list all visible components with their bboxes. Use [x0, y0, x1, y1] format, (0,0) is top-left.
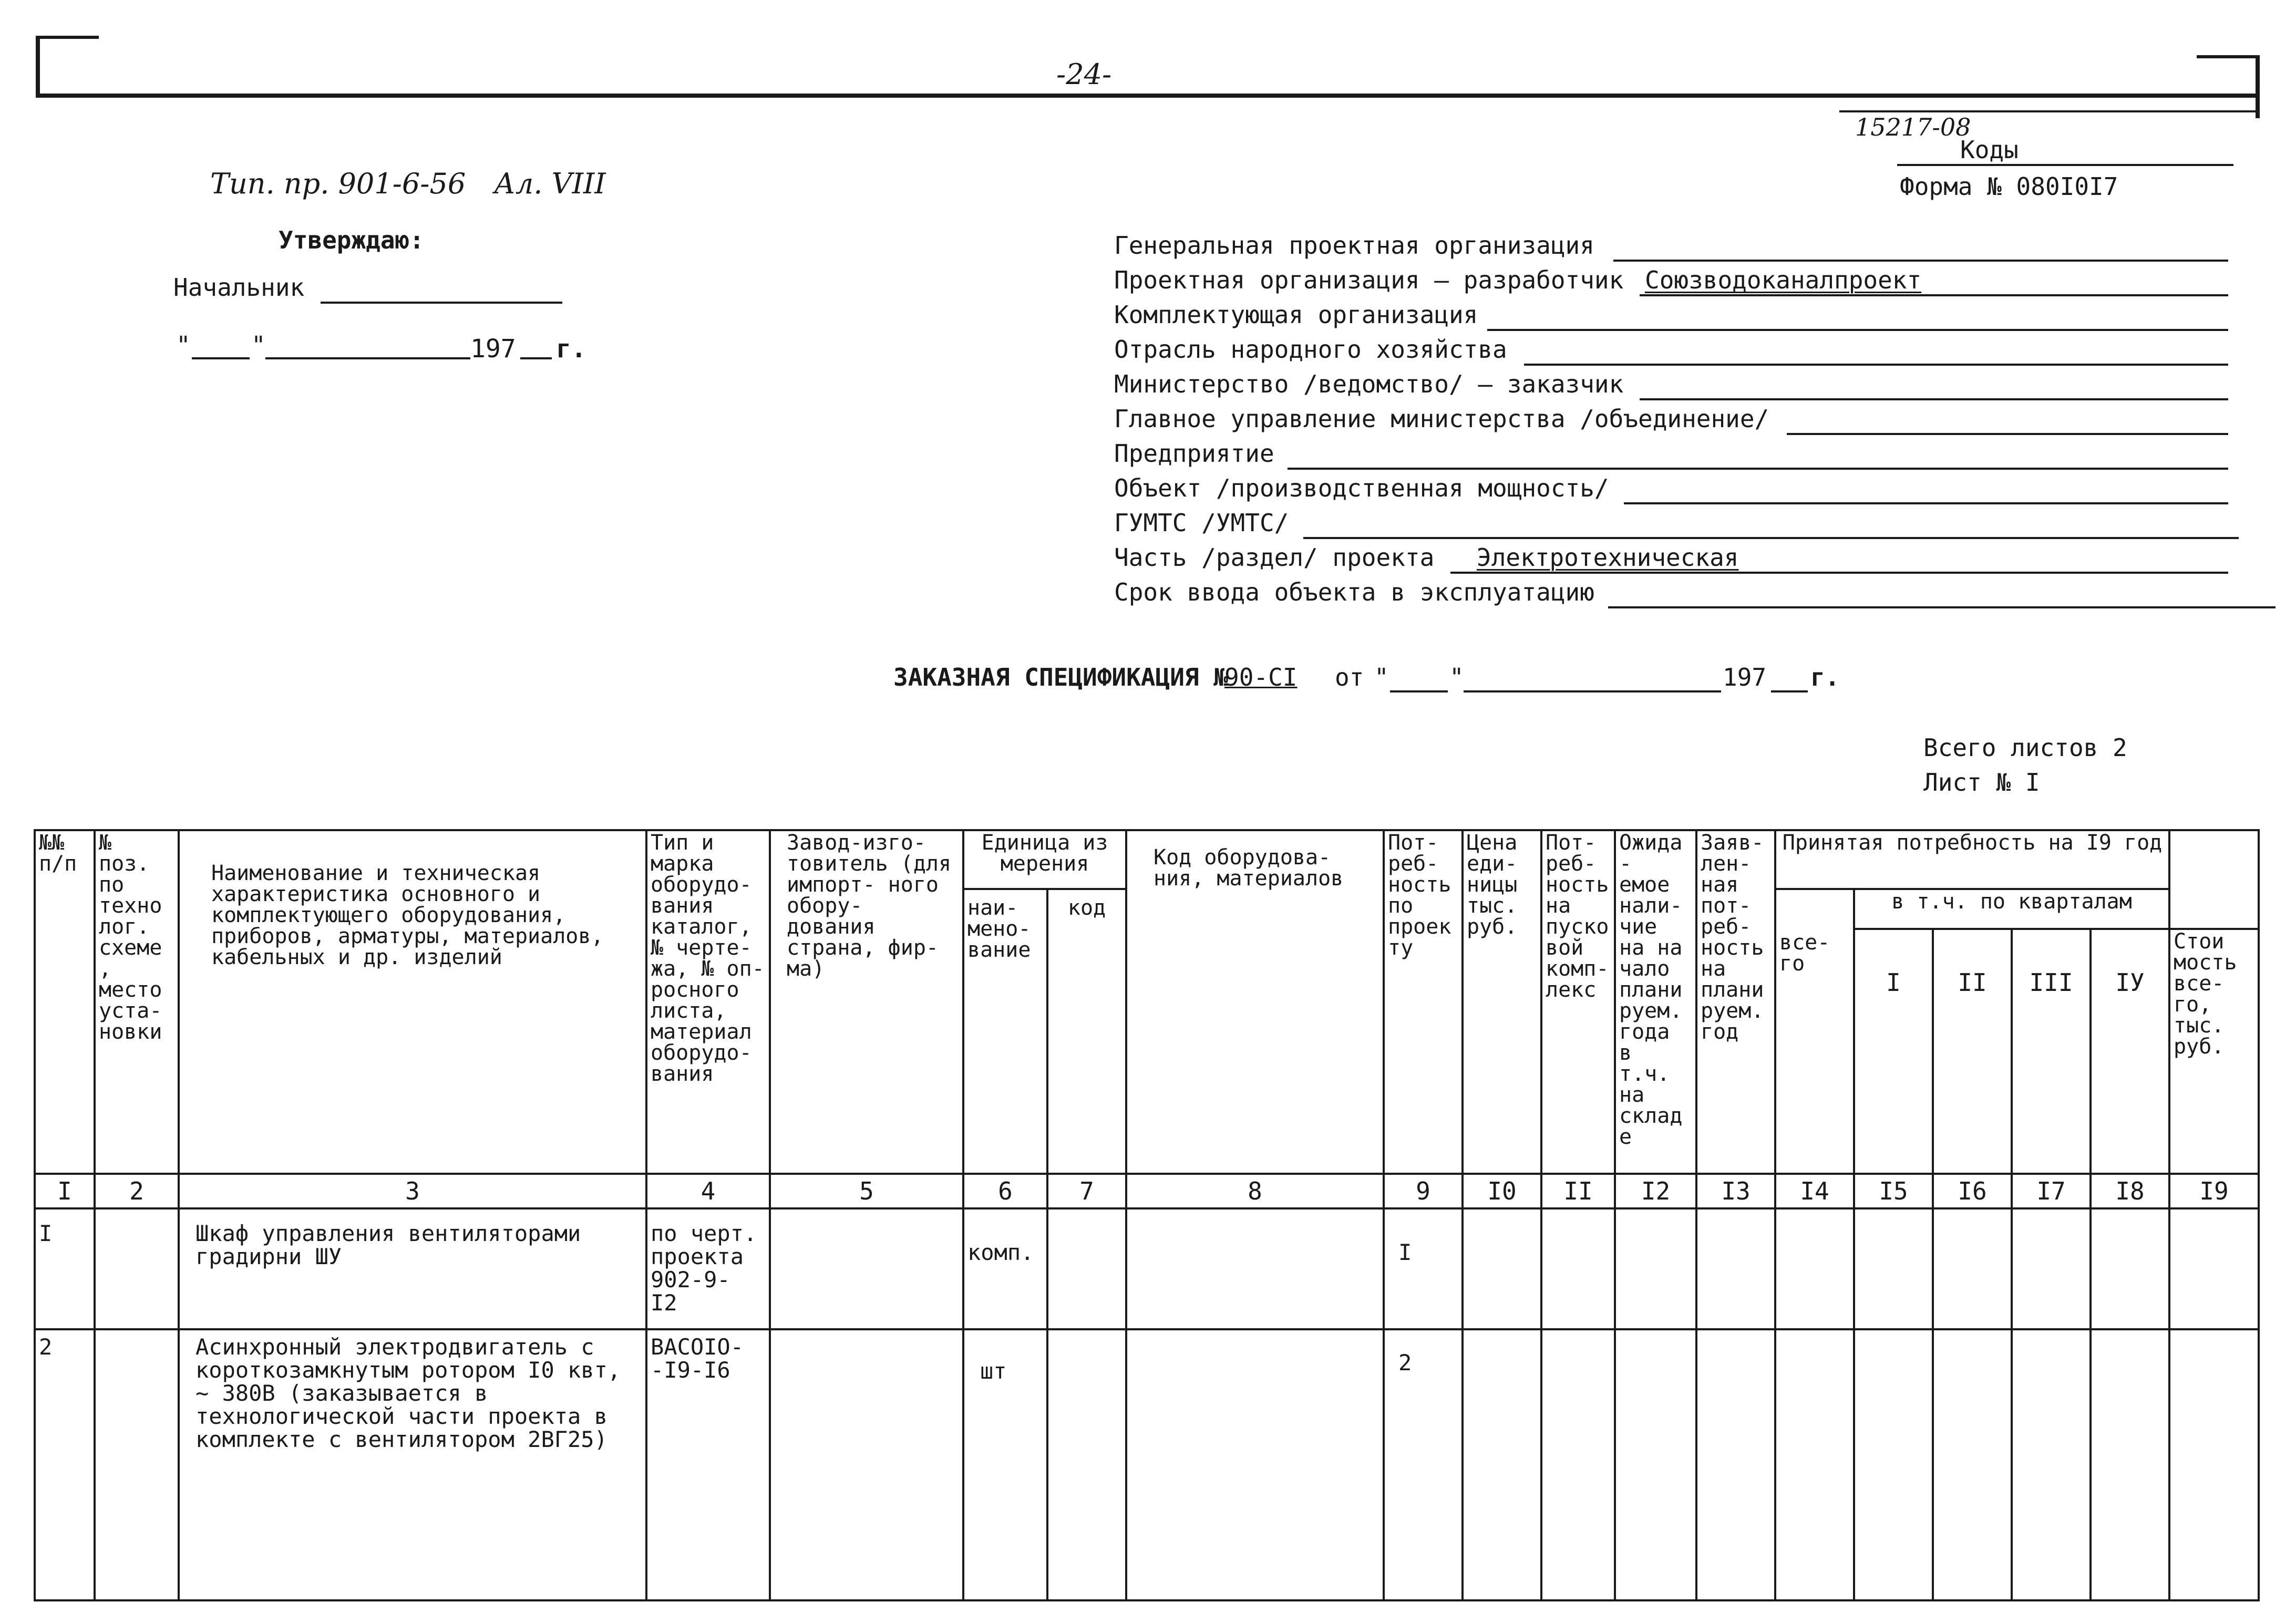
header-unit-code: код [1047, 889, 1126, 1174]
spec-title-prefix: ЗАКАЗНАЯ СПЕЦИФИКАЦИЯ № [893, 663, 1228, 691]
header-declared: Заяв- лен- ная пот- реб- ность на плани руем. год [1696, 830, 1775, 1174]
row-type: по черт. проекта 902-9- I2 [646, 1208, 770, 1329]
colnum-7: 7 [1047, 1174, 1126, 1208]
org-developer-value: Союзводоканалпроект [1645, 266, 1922, 294]
spec-month-fill [1464, 690, 1721, 692]
frame-left-tick [36, 36, 40, 98]
header-quarters: в т.ч. по кварталам [1854, 889, 2169, 929]
colnum-4: 4 [646, 1174, 770, 1208]
row-need: I [1384, 1208, 1463, 1329]
sheet-number: Лист № I [1923, 768, 2040, 797]
colnum-2: 2 [95, 1174, 179, 1208]
colnum-12: I2 [1615, 1174, 1696, 1208]
org-general-label: Генеральная проектная организация [1114, 231, 1594, 260]
org-part-fill [1450, 572, 2228, 574]
column-numbers-row [35, 1174, 2259, 1208]
header-type: Тип и марка оборудо- вания каталог, № черте- жа, № оп- росного листа, материал оборудо- вания [646, 830, 770, 1174]
header-q1: I [1854, 929, 1933, 1174]
row-position [95, 1208, 179, 1329]
sheets-total: Всего листов 2 [1923, 733, 2127, 762]
header-cost-spacer [2169, 830, 2259, 929]
row-code [1126, 1208, 1384, 1329]
header-startup: Пот- реб- ность на пуско вой комп- лекс [1541, 830, 1615, 1174]
row-unit: шт [963, 1329, 1047, 1600]
colnum-13: I3 [1696, 1174, 1775, 1208]
frame-top-line [36, 94, 2260, 98]
spec-title-from: от [1335, 663, 1364, 691]
org-deadline-fill [1608, 606, 2276, 608]
spec-day-fill [1390, 690, 1448, 692]
org-developer-label: Проектная организация – разработчик [1114, 266, 1624, 294]
row-name: Асинхронный электродвигатель с короткозамкнутым ротором I0 квт, ~ 380В (заказывается в технологической части проекта в комплекте с вентилятором 2ВГ25) [179, 1329, 646, 1600]
header-position: № поз. по техно лог. схеме, место уста- новки [95, 830, 179, 1174]
colnum-15: I5 [1854, 1174, 1933, 1208]
org-developer-fill [1640, 294, 2228, 296]
date-quote-close: " [251, 331, 266, 359]
row-maker [770, 1208, 963, 1329]
colnum-16: I6 [1933, 1174, 2012, 1208]
org-branch-fill [1524, 364, 2228, 366]
header-no: №№ п/п [35, 830, 95, 1174]
header-unit-group: Единица из мерения [963, 830, 1126, 889]
row-unit: комп. [963, 1208, 1047, 1329]
header-need: Пот- реб- ность по проек ту [1384, 830, 1463, 1174]
project-ref: Тип. пр. 901-6-56 [210, 167, 466, 200]
album-ref: Ал. VIII [494, 167, 606, 200]
colnum-10: I0 [1463, 1174, 1541, 1208]
org-part-value: Электротехническая [1477, 543, 1739, 572]
row-code [1126, 1329, 1384, 1600]
row-type: BACOIO- -I9-I6 [646, 1329, 770, 1600]
table-row [35, 1329, 2259, 1600]
code-handwritten: 15217-08 [1855, 113, 1971, 141]
org-gumts-fill [1303, 537, 2239, 539]
row-need: 2 [1384, 1329, 1463, 1600]
date-year-suffix: г. [556, 334, 586, 364]
org-gumts-label: ГУМТС /УМТС/ [1114, 509, 1289, 537]
colnum-11: II [1541, 1174, 1615, 1208]
header-q4: IУ [2091, 929, 2169, 1174]
colnum-14: I4 [1775, 1174, 1854, 1208]
date-year-fill [520, 357, 552, 359]
colnum-19: I9 [2169, 1174, 2259, 1208]
org-object-label: Объект /производственная мощность/ [1114, 474, 1609, 502]
colnum-9: 9 [1384, 1174, 1463, 1208]
spec-title-year: 197 [1723, 663, 1767, 691]
colnum-8: 8 [1126, 1174, 1384, 1208]
org-ministry-label: Министерство /ведомство/ – заказчик [1114, 370, 1624, 398]
org-main-admin-fill [1787, 433, 2228, 435]
codes-underline [1897, 164, 2233, 166]
colnum-1: I [35, 1174, 95, 1208]
org-complect-label: Комплектующая организация [1114, 301, 1478, 329]
header-price: Цена еди- ницы тыс. руб. [1463, 830, 1541, 1174]
header-cost: Стои мость все- го, тыс. руб. [2169, 929, 2259, 1174]
org-main-admin-label: Главное управление министерства /объединение/ [1114, 405, 1769, 433]
page-number: -24- [1056, 58, 1112, 91]
spec-year-fill [1771, 690, 1808, 692]
frame-code-line [1839, 110, 2260, 112]
date-quote-open: " [176, 331, 191, 359]
chief-label: Начальник [173, 273, 305, 302]
chief-fill [321, 302, 562, 304]
header-maker: Завод-изго- товитель (для импорт- ного обору- дования страна, фир- ма) [770, 830, 963, 1174]
frame-left-top [36, 36, 99, 39]
spec-title-year-suffix: г. [1810, 663, 1840, 691]
colnum-17: I7 [2012, 1174, 2091, 1208]
header-name: Наименование и техническая характеристика основного и комплектующего оборудования, приборов, арматуры, материалов, кабельных и др. изделий [179, 830, 646, 1174]
date-day-fill [192, 357, 250, 359]
frame-right-top [2197, 55, 2260, 58]
row-maker [770, 1329, 963, 1600]
spec-title-number: 90-CI [1224, 663, 1298, 691]
header-expected: Ожида- емое нали- чие на на чало плани руем. года в т.ч. на складе [1615, 830, 1696, 1174]
colnum-6: 6 [963, 1174, 1047, 1208]
org-general-fill [1613, 260, 2228, 262]
org-branch-label: Отрасль народного хозяйства [1114, 335, 1507, 364]
row-no: I [35, 1208, 95, 1329]
header-total: все- го [1775, 889, 1854, 1174]
spec-table [34, 829, 2260, 1601]
row-name: Шкаф управления вентиляторами градирни ШУ [179, 1208, 646, 1329]
header-q2: II [1933, 929, 2012, 1174]
colnum-18: I8 [2091, 1174, 2169, 1208]
row-no: 2 [35, 1329, 95, 1600]
spec-title-quote-open: " [1374, 663, 1389, 691]
date-year: 197 [470, 334, 516, 364]
org-part-label: Часть /раздел/ проекта [1114, 543, 1435, 572]
org-ministry-fill [1640, 398, 2228, 400]
spec-title-quote-close: " [1449, 663, 1464, 691]
header-q3: III [2012, 929, 2091, 1174]
codes-label: Коды [1960, 136, 2019, 164]
frame-right-tick [2256, 55, 2260, 118]
form-number: Форма № 080I0I7 [1900, 172, 2118, 201]
header-accepted-group: Принятая потребность на I9 год [1775, 830, 2169, 889]
org-complect-fill [1487, 329, 2228, 331]
colnum-5: 5 [770, 1174, 963, 1208]
org-deadline-label: Срок ввода объекта в эксплуатацию [1114, 578, 1594, 606]
org-object-fill [1624, 502, 2228, 504]
date-month-fill [265, 357, 470, 359]
approve-label: Утверждаю: [279, 226, 424, 254]
org-enterprise-label: Предприятие [1114, 439, 1274, 468]
row-position [95, 1329, 179, 1600]
org-enterprise-fill [1288, 468, 2228, 470]
colnum-3: 3 [179, 1174, 646, 1208]
header-row-1 [35, 830, 2259, 889]
header-unit-name: наи- мено- вание [963, 889, 1047, 1174]
header-code: Код оборудова- ния, материалов [1126, 830, 1384, 1174]
row-unit-code [1047, 1208, 1126, 1329]
row-unit-code [1047, 1329, 1126, 1600]
table-row [35, 1208, 2259, 1329]
